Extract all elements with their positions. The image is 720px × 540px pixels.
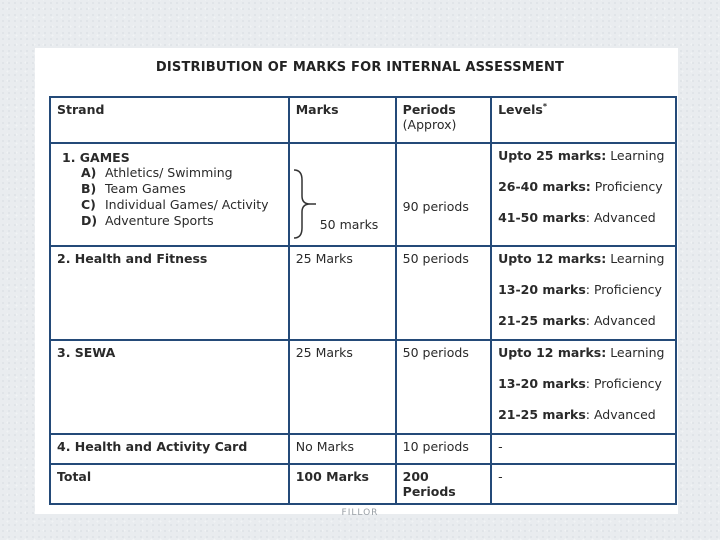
- marks-cell: 25 Marks: [289, 246, 396, 340]
- level-line: [498, 282, 669, 298]
- level-range: Upto 12 marks:: [498, 251, 607, 266]
- marks-cell: No Marks: [289, 434, 396, 464]
- periods-cell: 50 periods: [396, 340, 491, 434]
- level-name: Learning: [610, 148, 665, 163]
- strand-cell: 2. Health and Fitness: [50, 246, 289, 340]
- level-name: : Advanced: [585, 210, 656, 225]
- periods-cell: 90 periods: [396, 143, 491, 246]
- curly-brace-icon: [290, 166, 330, 246]
- strand-cell: Total: [50, 464, 289, 504]
- levels-cell: -: [491, 464, 676, 504]
- list-item: [81, 181, 282, 197]
- strand-cell: [50, 143, 289, 246]
- levels-cell: [491, 246, 676, 340]
- footer-text: FILLOR: [341, 508, 379, 518]
- level-line: [498, 407, 669, 423]
- periods-cell: 10 periods: [396, 434, 491, 464]
- level-line: [498, 313, 669, 329]
- level-line: [498, 251, 669, 267]
- level-range: 41-50 marks: [498, 210, 586, 225]
- level-range: 13-20 marks: [498, 376, 586, 391]
- header-periods-label: Periods: [402, 102, 456, 117]
- marks-distribution-table: [49, 96, 677, 505]
- level-range: Upto 25 marks:: [498, 148, 607, 163]
- sub-item-key: A): [81, 165, 97, 180]
- level-line: [498, 148, 669, 164]
- level-range: 26-40 marks:: [498, 179, 591, 194]
- periods-cell: 50 periods: [396, 246, 491, 340]
- strand-cell: 4. Health and Activity Card: [50, 434, 289, 464]
- header-strand: Strand: [50, 97, 289, 143]
- marks-cell: 25 Marks: [289, 340, 396, 434]
- games-sub-list: [81, 165, 282, 229]
- page-title: DISTRIBUTION OF MARKS FOR INTERNAL ASSESSMENT: [155, 60, 565, 75]
- list-item: [81, 213, 282, 229]
- list-item: [81, 165, 282, 181]
- table-row-games: [50, 143, 676, 246]
- level-line: [498, 210, 669, 226]
- level-name: Proficiency: [594, 179, 663, 194]
- level-range: 13-20 marks: [498, 282, 586, 297]
- table-row-health-fitness: [50, 246, 676, 340]
- marks-value: 50 marks: [319, 217, 379, 232]
- levels-cell: [491, 340, 676, 434]
- sub-item-key: C): [81, 197, 96, 212]
- level-range: 21-25 marks: [498, 407, 586, 422]
- level-range: Upto 12 marks:: [498, 345, 607, 360]
- table-row-activity-card: [50, 434, 676, 464]
- sub-item-text: Adventure Sports: [105, 213, 214, 228]
- header-periods: [396, 97, 491, 143]
- sub-item-key: D): [81, 213, 98, 228]
- table-row-sewa: [50, 340, 676, 434]
- periods-cell: 200 Periods: [396, 464, 491, 504]
- sub-item-key: B): [81, 181, 97, 196]
- table-header-row: [50, 97, 676, 143]
- level-name: : Advanced: [585, 407, 656, 422]
- levels-cell: [491, 143, 676, 246]
- marks-cell: [289, 143, 396, 246]
- levels-cell: -: [491, 434, 676, 464]
- table-row-total: [50, 464, 676, 504]
- level-line: [498, 376, 669, 392]
- level-name: Learning: [610, 251, 665, 266]
- sub-item-text: Athletics/ Swimming: [105, 165, 233, 180]
- level-name: : Proficiency: [585, 282, 662, 297]
- marks-cell: 100 Marks: [289, 464, 396, 504]
- level-line: [498, 179, 669, 195]
- header-levels-asterisk: *: [542, 102, 548, 111]
- level-name: : Proficiency: [585, 376, 662, 391]
- strand-title: 1. GAMES: [62, 150, 130, 165]
- strand-cell: 3. SEWA: [50, 340, 289, 434]
- brace-group: [290, 166, 390, 236]
- level-line: [498, 345, 669, 361]
- header-periods-sub: (Approx): [402, 117, 457, 132]
- sub-item-text: Team Games: [105, 181, 186, 196]
- header-levels-label: Levels: [498, 102, 543, 117]
- sub-item-text: Individual Games/ Activity: [105, 197, 269, 212]
- header-marks: Marks: [289, 97, 396, 143]
- header-levels: [491, 97, 676, 143]
- list-item: [81, 197, 282, 213]
- level-name: : Advanced: [585, 313, 656, 328]
- level-name: Learning: [610, 345, 665, 360]
- level-range: 21-25 marks: [498, 313, 586, 328]
